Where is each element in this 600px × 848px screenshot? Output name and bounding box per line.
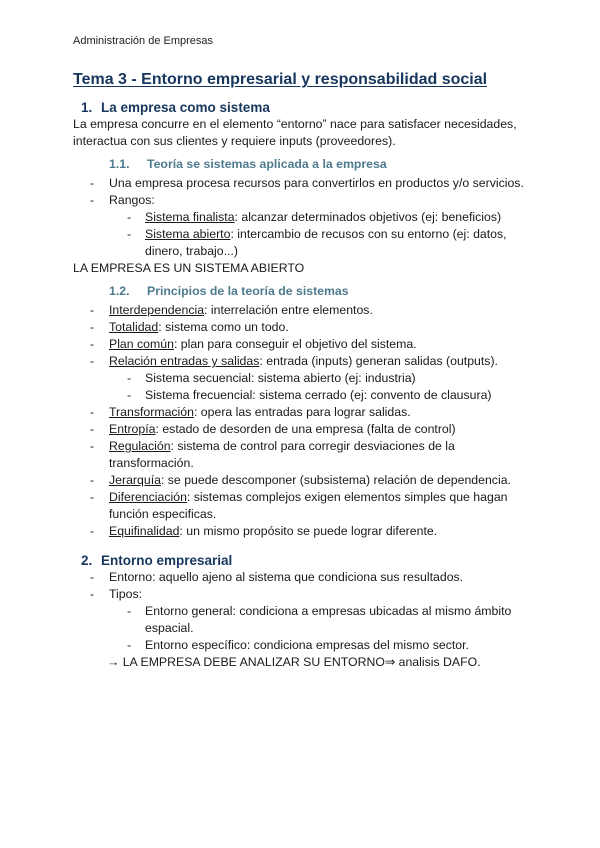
bullet-dash: - [127,227,132,241]
bullet-dash: - [90,176,95,190]
page-header: Administración de Empresas [73,35,214,47]
bullet-dash: - [90,422,95,436]
list-item-text [109,302,543,319]
nested-list-item [73,209,543,226]
definition: : alcanzar determinados objetivos (ej: beneficios) [234,210,502,224]
list-item-text [109,489,543,523]
list-item-text [145,209,543,226]
subsection-1-2-heading [73,283,543,300]
list-item-text: Tipos: [109,587,143,601]
list-item [73,523,543,540]
bullet-dash: - [90,193,95,207]
list-item-text [109,421,543,438]
definition: : sistemas complejos exigen elementos simples que hagan función especificas. [109,490,508,521]
bullet-dash: - [127,210,132,224]
definition: : entrada (inputs) generan salidas (outputs). [259,354,498,368]
bullet-dash: - [90,524,95,538]
list-item-text [109,336,543,353]
subsection-number: 1.2. [109,284,130,298]
subsection-number: 1.1. [109,157,130,171]
list-item [73,192,543,209]
bullet-dash: - [127,604,132,618]
definition: : sistema como un todo. [158,320,289,334]
list-item [73,569,543,586]
list-item [73,319,543,336]
list-item [73,175,543,192]
bullet-dash: - [90,490,95,504]
bullet-dash: - [90,439,95,453]
list-item-text: Sistema secuencial: sistema abierto (ej: industria) [145,371,416,385]
bullet-dash: - [90,303,95,317]
list-item-text [109,404,543,421]
nested-list-item [73,226,543,260]
section-1-conclusion: LA EMPRESA ES UN SISTEMA ABIERTO [73,261,305,275]
list-item [73,472,543,489]
term: Jerarquía [109,473,161,487]
section-number: 1. [81,100,93,115]
list-item [73,302,543,319]
bullet-dash: - [90,354,95,368]
list-item [73,353,543,370]
subsection-title: Principios de la teoría de sistemas [147,284,349,298]
definition: : opera las entradas para lograr salidas. [193,405,411,419]
list-item-text [109,438,543,472]
list-item [73,489,543,523]
list-item-text: Una empresa procesa recursos para convertirlos en productos y/o servicios. [109,176,524,190]
bullet-dash: - [90,473,95,487]
list-item-text [109,353,543,370]
subsection-title: Teoría se sistemas aplicada a la empresa [147,157,387,171]
term: Diferenciación [109,490,187,504]
list-item-text [109,523,543,540]
list-item [73,421,543,438]
nested-list-item [73,370,543,387]
term: Regulación [109,439,171,453]
bullet-dash: - [90,405,95,419]
subsection-1-1-heading [73,156,543,173]
list-item [73,336,543,353]
definition: : un mismo propósito se puede lograr diferente. [179,524,438,538]
list-item-text: Entorno general: condiciona a empresas ubicadas al mismo ámbito espacial. [145,604,512,635]
bullet-dash: - [90,337,95,351]
definition: : intercambio de recusos con su entorno (ej: datos, dinero, trabajo...) [145,227,507,258]
section-title: Entorno empresarial [101,553,233,568]
section-number: 2. [81,553,93,568]
list-item-text [145,226,543,260]
list-item-text: Entorno: aquello ajeno al sistema que condiciona sus resultados. [109,570,464,584]
definition: : estado de desorden de una empresa (falta de control) [155,422,456,436]
term: Entropía [109,422,156,436]
definition: : plan para conseguir el objetivo del sistema. [173,337,417,351]
list-item [73,404,543,421]
list-item-text: Entorno específico: condiciona empresas del mismo sector. [145,638,469,652]
term: Interdependencia [109,303,205,317]
term: Sistema finalista [145,210,235,224]
bullet-dash: - [90,320,95,334]
definition: : se puede descomponer (subsistema) relación de dependencia. [160,473,511,487]
bullet-dash: - [127,371,132,385]
list-item-text [109,319,543,336]
list-item [73,586,543,603]
list-item-text: Rangos: [109,193,155,207]
nested-list-item [73,603,543,637]
bullet-dash: - [127,638,132,652]
section-2-heading [73,552,543,569]
list-item-text [109,472,543,489]
nested-list-item [73,387,543,404]
nested-list-item [73,637,543,654]
list-item-text: Sistema frecuencial: sistema cerrado (ej: convento de clausura) [145,388,492,402]
term: Equifinalidad [109,524,180,538]
bullet-dash: - [90,587,95,601]
term: Sistema abierto [145,227,231,241]
definition: : interrelación entre elementos. [204,303,373,317]
term: Plan común [109,337,174,351]
section-2-conclusion: → LA EMPRESA DEBE ANALIZAR SU ENTORNO⇒ analisis DAFO. [107,655,481,669]
bullet-dash: - [127,388,132,402]
page-title: Tema 3 - Entorno empresarial y responsabilidad social [73,71,488,88]
section-1-heading [73,99,543,116]
list-item [73,438,543,472]
section-title: La empresa como sistema [101,100,270,115]
term: Totalidad [109,320,159,334]
section-1-intro: La empresa concurre en el elemento “entorno” nace para satisfacer necesidades, interactua con sus clientes y requiere inputs (proveedores). [73,117,517,148]
bullet-dash: - [90,570,95,584]
definition: : sistema de control para corregir desviaciones de la transformación. [109,439,455,470]
term: Relación entradas y salidas [109,354,260,368]
document-body [73,70,543,671]
term: Transformación [109,405,194,419]
